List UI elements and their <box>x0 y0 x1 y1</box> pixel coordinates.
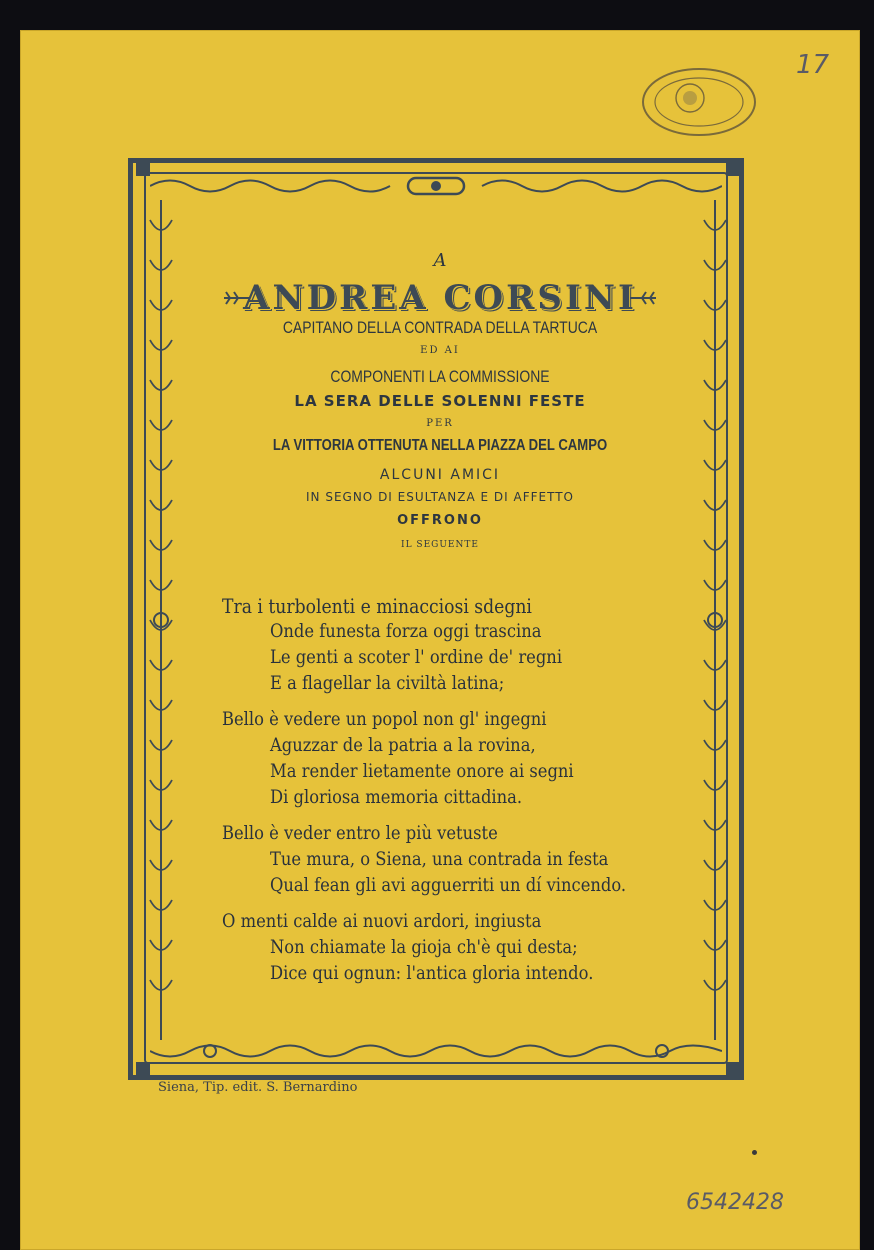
poem-line: Non chiamate la gioja ch'è qui desta; <box>270 936 578 958</box>
poem-line: Aguzzar de la patria a la rovina, <box>270 734 536 756</box>
following-line: IL SEGUENTE <box>401 540 479 550</box>
leaf-ornament-icon <box>628 290 658 306</box>
poem-line: Bello è vedere un popol non gl' ingegni <box>222 708 547 730</box>
bottom-ornament-band <box>150 1040 722 1062</box>
offer-line: OFFRONO <box>397 513 483 528</box>
top-ornament-band <box>150 175 722 197</box>
captain-title: CAPITANO DELLA CONTRADA DELLA TARTUCA <box>282 318 598 337</box>
friends-line: ALCUNI AMICI <box>379 467 501 483</box>
poem-line: O menti calde ai nuovi ardori, ingiusta <box>222 910 542 932</box>
poem-line: Ma render lietamente onore ai segni <box>270 760 574 782</box>
poem-line: Tra i turbolenti e minacciosi sdegni <box>222 594 532 618</box>
library-stamp-icon <box>640 66 758 138</box>
per-line: PER <box>426 418 454 429</box>
poem-line: Dice qui ognun: l'antica gloria intendo. <box>270 962 594 984</box>
corner-ornament <box>726 1062 740 1076</box>
poem-line: E a flagellar la civiltà latina; <box>270 672 505 694</box>
printer-imprint: Siena, Tip. edit. S. Bernardino <box>158 1080 358 1095</box>
victory-line: LA VITTORIA OTTENUTA NELLA PIAZZA DEL CAMPO <box>272 437 608 454</box>
poem-line: Bello è veder entro le più vetuste <box>222 822 498 844</box>
right-ornament-band <box>702 200 728 1040</box>
inventory-number: 6542428 <box>686 1190 784 1215</box>
dedication-a: A <box>433 250 447 271</box>
evening-line: LA SERA DELLE SOLENNI FESTE <box>294 392 586 410</box>
commission-line: COMPONENTI LA COMMISSIONE <box>330 367 550 386</box>
leaf-ornament-icon <box>222 290 252 306</box>
corner-ornament <box>136 162 150 176</box>
poem-line: Onde funesta forza oggi trascina <box>270 620 542 642</box>
honoree-name: ANDREA CORSINI <box>243 278 637 318</box>
poem-line: Qual fean gli avi agguerriti un dí vincendo. <box>270 874 627 896</box>
poem-line: Le genti a scoter l' ordine de' regni <box>270 646 563 668</box>
poem-line: Di gloriosa memoria cittadina. <box>270 786 523 808</box>
corner-ornament <box>726 162 740 176</box>
corner-ornament <box>136 1062 150 1076</box>
poem-line: Tue mura, o Siena, una contrada in festa <box>270 848 609 870</box>
left-ornament-band <box>148 200 174 1040</box>
ink-dot <box>752 1150 757 1155</box>
sign-line: IN SEGNO DI ESULTANZA E DI AFFETTO <box>306 490 574 504</box>
folio-number: 17 <box>796 50 830 80</box>
ed-ai: ED AI <box>420 345 460 356</box>
